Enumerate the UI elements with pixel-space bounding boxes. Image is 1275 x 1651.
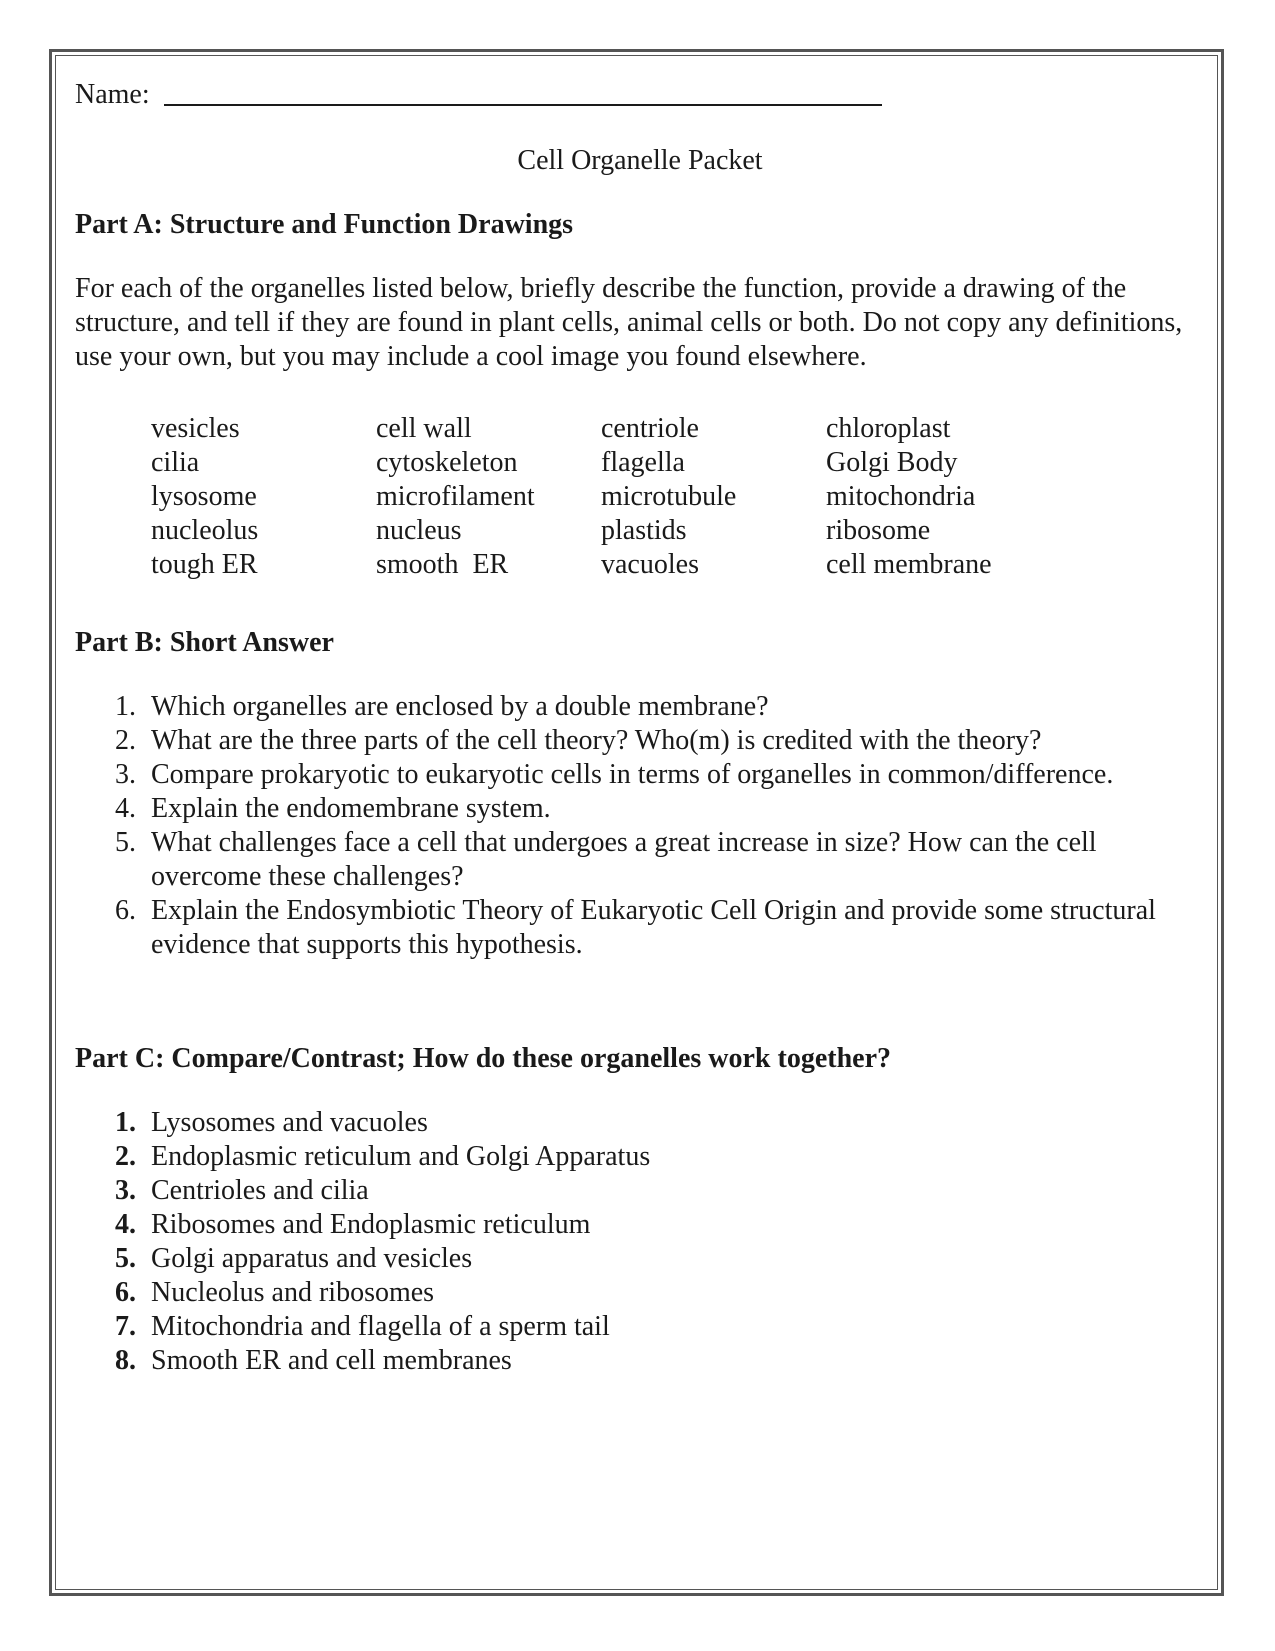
organelle-item: microtubule: [601, 481, 737, 512]
short-answer-question-number: 3.: [115, 759, 136, 790]
organelle-item: vesicles: [151, 413, 240, 444]
organelle-item: lysosome: [151, 481, 257, 512]
organelle-item: chloroplast: [826, 413, 951, 444]
short-answer-question: [75, 758, 1205, 792]
compare-contrast-item: [75, 1276, 1205, 1310]
compare-contrast-item: [75, 1310, 1205, 1344]
part-b-heading: Part B: Short Answer: [75, 627, 334, 658]
compare-contrast-item: [75, 1344, 1205, 1378]
organelle-item: microfilament: [376, 481, 535, 512]
short-answer-question: [75, 792, 1205, 826]
short-answer-question-text: Explain the endomembrane system.: [151, 793, 551, 824]
part-b-question-list: [75, 690, 1205, 962]
compare-contrast-item: [75, 1208, 1205, 1242]
organelle-item: plastids: [601, 515, 687, 546]
short-answer-question-text: What are the three parts of the cell theory? Who(m) is credited with the theory?: [151, 725, 1042, 756]
compare-contrast-item-text: Smooth ER and cell membranes: [151, 1345, 512, 1376]
short-answer-question: [75, 894, 1205, 962]
organelle-item: cell wall: [376, 413, 472, 444]
organelle-item: mitochondria: [826, 481, 976, 512]
compare-contrast-item: [75, 1140, 1205, 1174]
organelle-item: cell membrane: [826, 549, 992, 580]
organelle-item: vacuoles: [601, 549, 699, 580]
compare-contrast-item-text: Mitochondria and flagella of a sperm tail: [151, 1311, 610, 1342]
organelle-item: cilia: [151, 447, 200, 478]
compare-contrast-item-text: Lysosomes and vacuoles: [151, 1107, 428, 1138]
compare-contrast-item-text: Nucleolus and ribosomes: [151, 1277, 435, 1308]
compare-contrast-item-text: Golgi apparatus and vesicles: [151, 1243, 473, 1274]
compare-contrast-item-number: 7.: [115, 1311, 136, 1342]
part-c-pair-list: [75, 1106, 1205, 1378]
short-answer-question-number: 6.: [115, 895, 136, 926]
name-label: Name:: [75, 79, 150, 110]
organelle-item: tough ER: [151, 549, 258, 580]
part-a-instructions: For each of the organelles listed below, briefly describe the function, provide a drawing of the structure, and tell if they are found in plant cells, animal cells or both. Do not copy any definitions, use your own, but you may include a cool image you found elsewhere.: [75, 273, 1183, 372]
organelle-list: [151, 412, 1051, 582]
organelle-item: ribosome: [826, 515, 931, 546]
organelle-item: cytoskeleton: [376, 447, 518, 478]
compare-contrast-item-text: Endoplasmic reticulum and Golgi Apparatus: [151, 1141, 651, 1172]
compare-contrast-item-number: 4.: [115, 1209, 136, 1240]
compare-contrast-item-text: Ribosomes and Endoplasmic reticulum: [151, 1209, 591, 1240]
organelle-item: nucleus: [376, 515, 462, 546]
short-answer-question-text: Which organelles are enclosed by a double membrane?: [151, 691, 769, 722]
compare-contrast-item-text: Centrioles and cilia: [151, 1175, 369, 1206]
worksheet: [75, 72, 1205, 1376]
name-blank-line[interactable]: [164, 74, 882, 106]
organelle-item: centriole: [601, 413, 699, 444]
compare-contrast-item-number: 8.: [115, 1345, 136, 1376]
compare-contrast-item-number: 1.: [115, 1107, 136, 1138]
short-answer-question-text: Explain the Endosymbiotic Theory of Eukaryotic Cell Origin and provide some structural evidence that supports this hypothesis.: [151, 895, 1156, 960]
part-c-heading: Part C: Compare/Contrast; How do these organelles work together?: [75, 1043, 891, 1074]
short-answer-question-number: 4.: [115, 793, 136, 824]
short-answer-question-number: 2.: [115, 725, 136, 756]
compare-contrast-item-number: 6.: [115, 1277, 136, 1308]
short-answer-question-text: What challenges face a cell that undergoes a great increase in size? How can the cell overcome these challenges?: [151, 827, 1097, 892]
compare-contrast-item: [75, 1174, 1205, 1208]
short-answer-question: [75, 724, 1205, 758]
part-a-heading: Part A: Structure and Function Drawings: [75, 209, 574, 240]
name-row: [75, 72, 1205, 112]
compare-contrast-item-number: 3.: [115, 1175, 136, 1206]
short-answer-question-number: 1.: [115, 691, 136, 722]
compare-contrast-item-number: 2.: [115, 1141, 136, 1172]
organelle-item: flagella: [601, 447, 685, 478]
short-answer-question: [75, 690, 1205, 724]
organelle-item: smooth ER: [376, 549, 509, 580]
compare-contrast-item: [75, 1106, 1205, 1140]
page-title: Cell Organelle Packet: [517, 145, 763, 176]
short-answer-question-number: 5.: [115, 827, 136, 858]
short-answer-question: [75, 826, 1205, 894]
short-answer-question-text: Compare prokaryotic to eukaryotic cells in terms of organelles in common/difference.: [151, 759, 1114, 790]
organelle-item: nucleolus: [151, 515, 259, 546]
organelle-item: Golgi Body: [826, 447, 958, 478]
compare-contrast-item: [75, 1242, 1205, 1276]
compare-contrast-item-number: 5.: [115, 1243, 136, 1274]
